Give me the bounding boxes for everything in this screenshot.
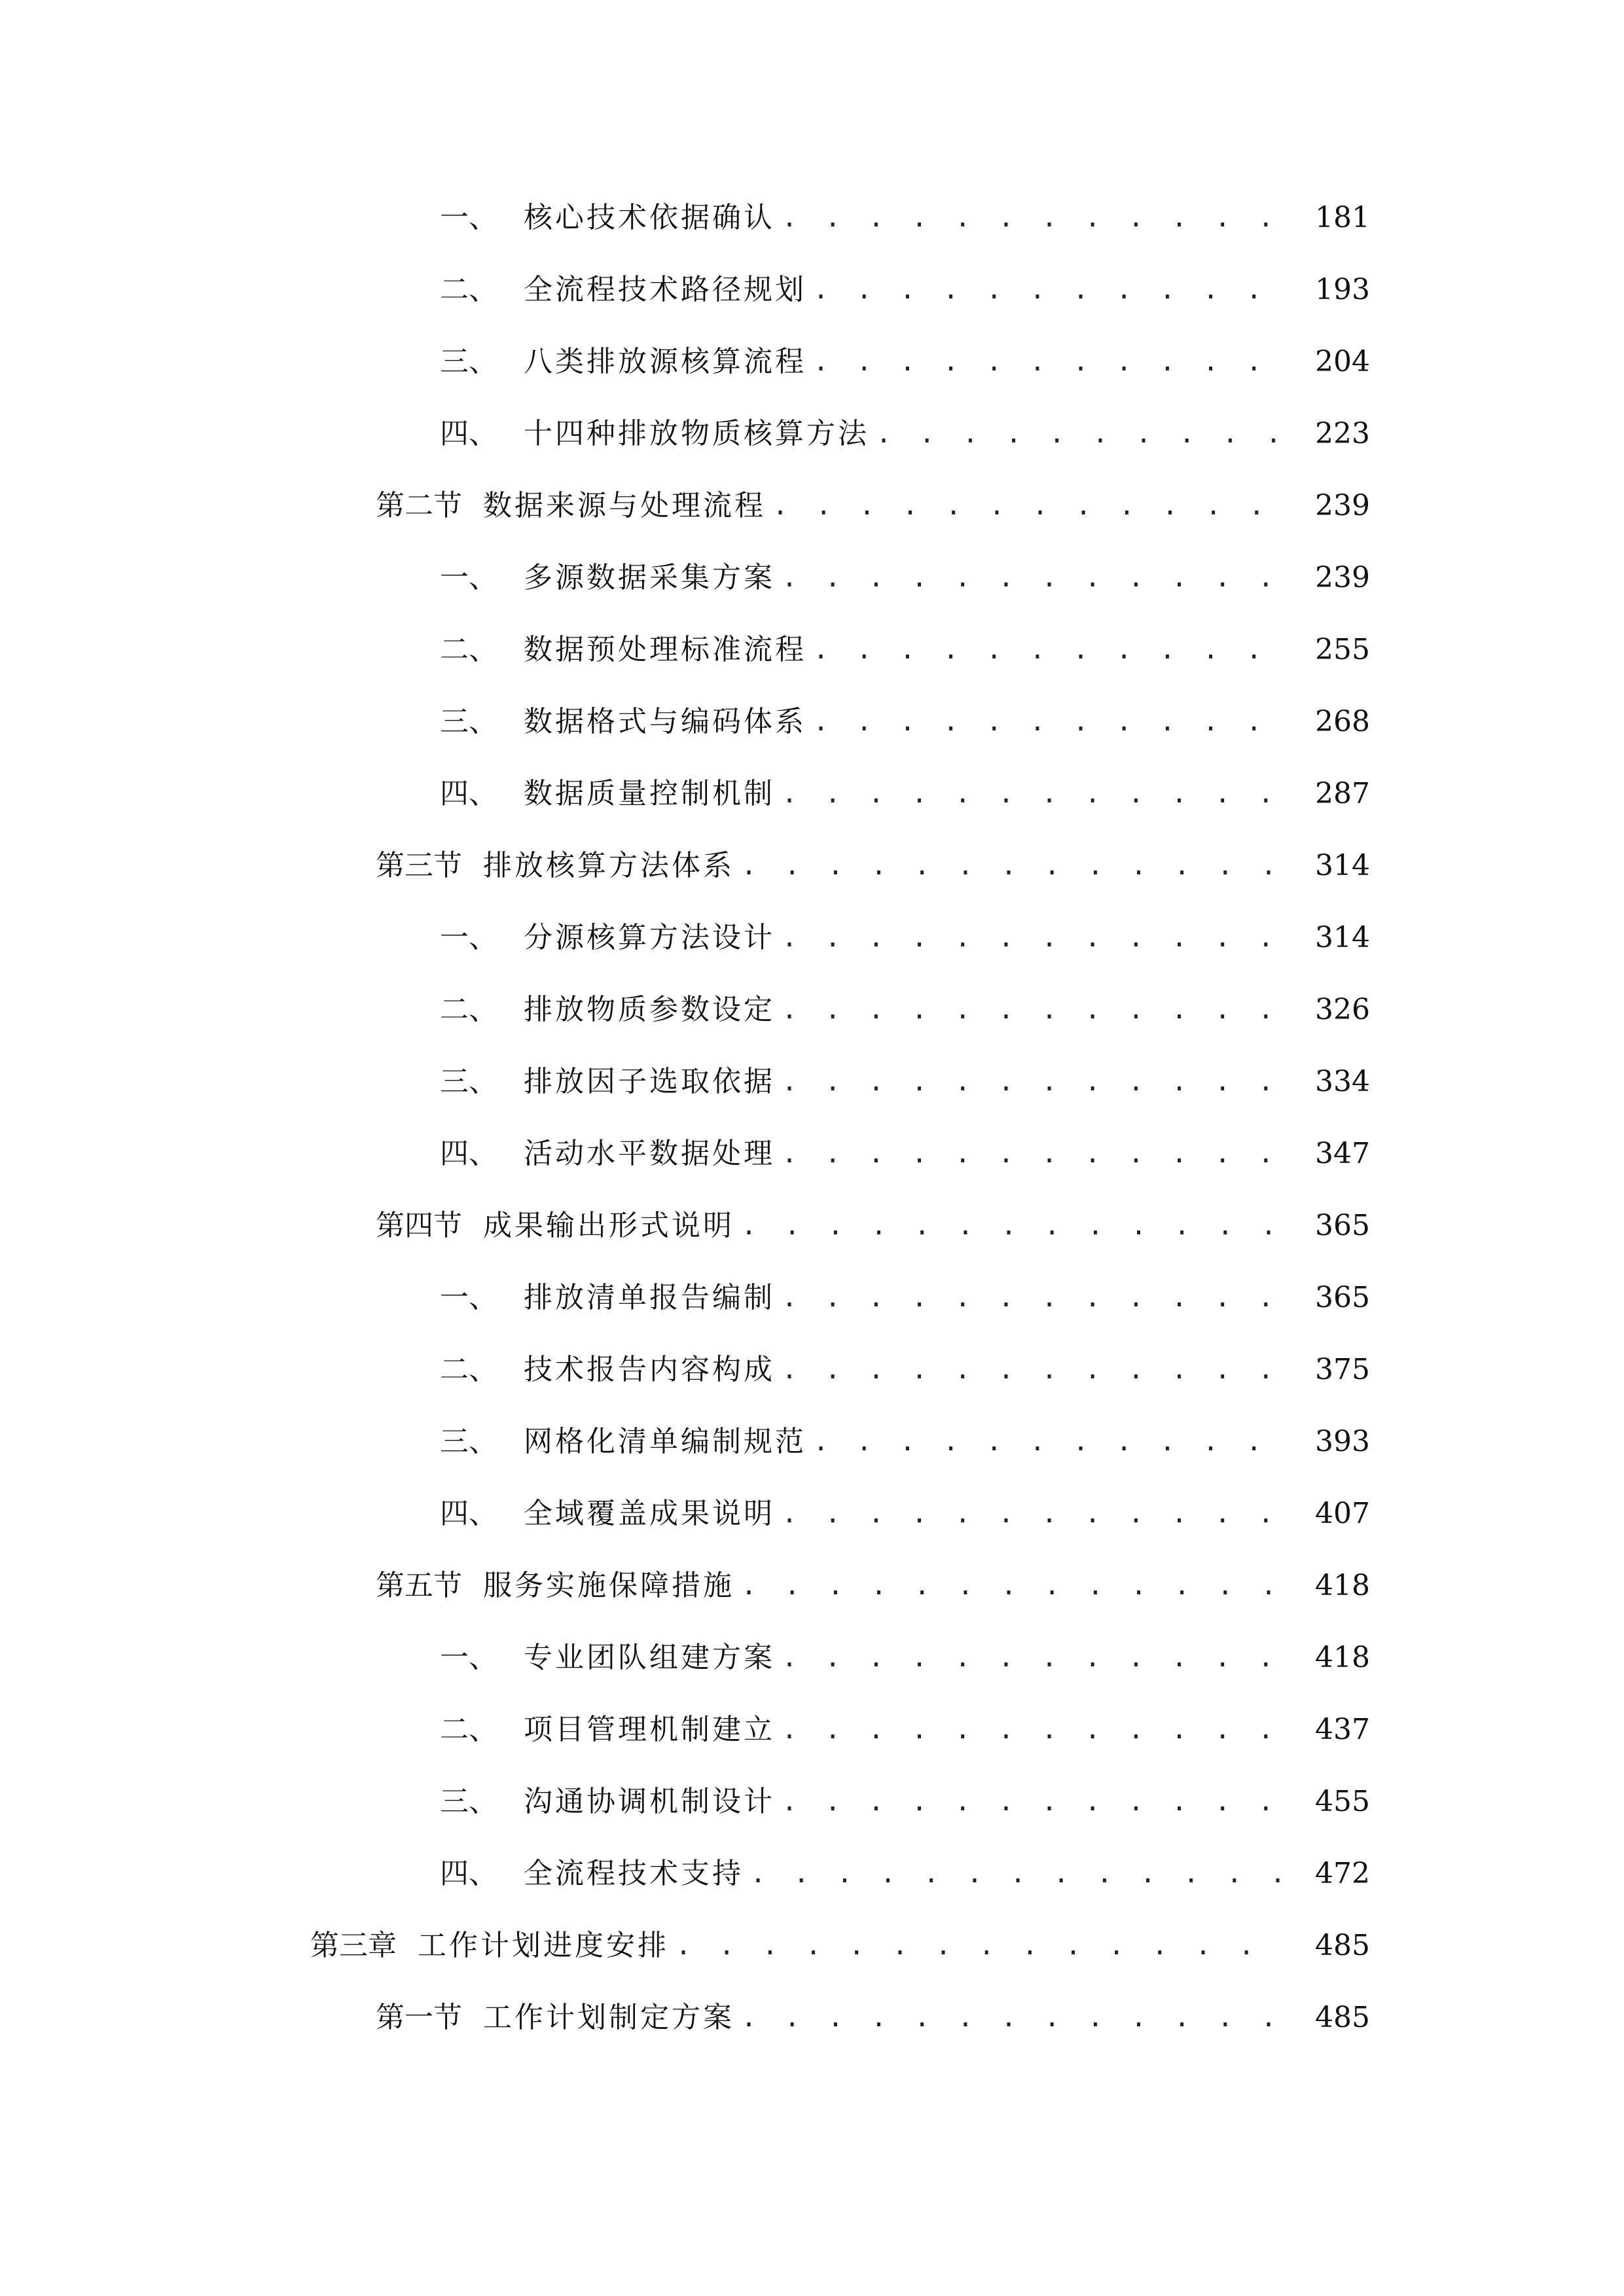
toc-entry-number: 三、 [440,1065,497,1098]
toc-dot-leader [750,1861,1288,1887]
toc-entry-page-number: 375 [1315,1353,1370,1386]
toc-entry[interactable] [0,614,1624,686]
toc-entry-page-number: 223 [1315,417,1370,450]
toc-dot-leader [876,421,1288,447]
toc-entry-page-number: 437 [1315,1713,1370,1746]
toc-entry-page-number: 239 [1315,489,1370,522]
toc-entry-number: 二、 [440,1713,497,1746]
toc-entry-title: 数据质量控制机制 [524,777,775,810]
toc-entry[interactable] [0,758,1624,830]
table-of-contents [0,182,1624,2054]
toc-entry-number: 二、 [440,1353,497,1386]
toc-entry-title: 数据预处理标准流程 [524,633,806,666]
toc-entry-title: 全域覆盖成果说明 [524,1497,775,1530]
toc-entry-title: 排放清单报告编制 [524,1281,775,1314]
toc-dot-leader [782,1717,1288,1743]
toc-dot-leader [813,277,1288,303]
toc-entry-page-number: 455 [1315,1785,1370,1818]
toc-entry[interactable] [0,1982,1624,2054]
toc-entry-page-number: 393 [1315,1425,1370,1458]
toc-entry-page-number: 314 [1315,921,1370,954]
toc-entry-page-number: 418 [1315,1569,1370,1602]
toc-entry-title: 项目管理机制建立 [524,1713,775,1746]
toc-entry-number: 一、 [440,1641,497,1674]
toc-entry[interactable] [0,974,1624,1046]
toc-entry-title: 十四种排放物质核算方法 [524,417,869,450]
toc-entry[interactable] [0,1694,1624,1766]
toc-entry[interactable] [0,470,1624,542]
toc-entry-title: 八类排放源核算流程 [524,345,806,378]
toc-entry-title: 技术报告内容构成 [524,1353,775,1386]
toc-dot-leader [813,637,1288,663]
toc-entry[interactable] [0,1406,1624,1478]
toc-entry-number: 二、 [440,993,497,1026]
toc-entry-title: 数据来源与处理流程 [483,489,766,522]
toc-entry-page-number: 193 [1315,273,1370,306]
toc-entry[interactable] [0,1118,1624,1190]
toc-entry-number: 第一节 [376,2001,462,2034]
toc-entry-page-number: 204 [1315,345,1370,378]
toc-dot-leader [782,205,1288,231]
toc-entry-page-number: 181 [1315,201,1370,234]
toc-dot-leader [741,853,1288,879]
toc-entry-page-number: 314 [1315,849,1370,882]
toc-dot-leader [741,1213,1288,1239]
toc-entry-page-number: 326 [1315,993,1370,1026]
toc-entry[interactable] [0,1262,1624,1334]
toc-dot-leader [782,1501,1288,1527]
toc-entry-title: 服务实施保障措施 [483,1569,734,1602]
toc-entry-title: 排放物质参数设定 [524,993,775,1026]
toc-entry-number: 四、 [440,417,497,450]
toc-dot-leader [782,781,1288,807]
toc-entry-number: 三、 [440,1785,497,1818]
toc-dot-leader [813,709,1288,735]
toc-entry-number: 第五节 [376,1569,462,1602]
toc-dot-leader [782,1357,1288,1383]
toc-entry[interactable] [0,1478,1624,1550]
toc-entry-title: 活动水平数据处理 [524,1137,775,1170]
toc-entry-title: 分源核算方法设计 [524,921,775,954]
toc-entry-page-number: 365 [1315,1281,1370,1314]
toc-dot-leader [782,1789,1288,1815]
toc-entry-page-number: 365 [1315,1209,1370,1242]
toc-entry[interactable] [0,1622,1624,1694]
toc-entry-title: 沟通协调机制设计 [524,1785,775,1818]
toc-entry-page-number: 347 [1315,1137,1370,1170]
toc-entry-page-number: 334 [1315,1065,1370,1098]
toc-dot-leader [741,1573,1288,1599]
toc-dot-leader [676,1933,1288,1959]
toc-entry[interactable] [0,398,1624,470]
toc-entry[interactable] [0,1046,1624,1118]
toc-entry-number: 一、 [440,201,497,234]
toc-entry[interactable] [0,254,1624,326]
toc-entry-title: 专业团队组建方案 [524,1641,775,1674]
toc-entry-number: 三、 [440,1425,497,1458]
toc-entry-number: 二、 [440,633,497,666]
toc-entry-number: 四、 [440,1857,497,1890]
toc-entry-title: 工作计划进度安排 [418,1929,669,1962]
toc-entry[interactable] [0,326,1624,398]
toc-entry-number: 三、 [440,345,497,378]
toc-entry-page-number: 485 [1315,1929,1370,1962]
toc-dot-leader [772,493,1288,519]
toc-entry-number: 四、 [440,1137,497,1170]
toc-entry[interactable] [0,1190,1624,1262]
toc-entry[interactable] [0,830,1624,902]
toc-entry-number: 第二节 [376,489,462,522]
toc-dot-leader [782,997,1288,1023]
toc-entry-title: 全流程技术支持 [524,1857,744,1890]
toc-entry-number: 四、 [440,777,497,810]
toc-entry-title: 多源数据采集方案 [524,561,775,594]
toc-entry[interactable] [0,1550,1624,1622]
toc-entry-page-number: 418 [1315,1641,1370,1674]
toc-entry[interactable] [0,1838,1624,1910]
toc-entry-page-number: 239 [1315,561,1370,594]
toc-entry[interactable] [0,182,1624,254]
toc-entry-title: 排放因子选取依据 [524,1065,775,1098]
toc-entry[interactable] [0,1766,1624,1838]
toc-entry-page-number: 287 [1315,777,1370,810]
toc-entry[interactable] [0,1334,1624,1406]
toc-entry[interactable] [0,542,1624,614]
toc-entry-number: 第四节 [376,1209,462,1242]
toc-entry-number: 第三节 [376,849,462,882]
toc-entry-number: 三、 [440,705,497,738]
toc-entry-page-number: 472 [1315,1857,1370,1890]
toc-entry-number: 二、 [440,273,497,306]
toc-dot-leader [782,1069,1288,1095]
toc-entry-title: 全流程技术路径规划 [524,273,806,306]
toc-entry-title: 成果输出形式说明 [483,1209,734,1242]
toc-entry-page-number: 268 [1315,705,1370,738]
toc-entry-page-number: 255 [1315,633,1370,666]
toc-dot-leader [782,1141,1288,1167]
toc-entry[interactable] [0,1910,1624,1982]
toc-entry-title: 核心技术依据确认 [524,201,775,234]
toc-entry-page-number: 485 [1315,2001,1370,2034]
toc-dot-leader [741,2005,1288,2031]
toc-entry-page-number: 407 [1315,1497,1370,1530]
toc-dot-leader [813,1429,1288,1455]
toc-dot-leader [782,925,1288,951]
toc-dot-leader [782,1645,1288,1671]
toc-entry[interactable] [0,686,1624,758]
toc-entry-title: 网格化清单编制规范 [524,1425,806,1458]
toc-entry-number: 一、 [440,921,497,954]
toc-entry-number: 一、 [440,561,497,594]
toc-entry-title: 数据格式与编码体系 [524,705,806,738]
toc-entry-number: 一、 [440,1281,497,1314]
toc-entry-title: 排放核算方法体系 [483,849,734,882]
toc-dot-leader [813,349,1288,375]
toc-entry[interactable] [0,902,1624,974]
toc-entry-number: 四、 [440,1497,497,1530]
toc-dot-leader [782,1285,1288,1311]
toc-entry-number: 第三章 [310,1929,397,1962]
toc-dot-leader [782,565,1288,591]
toc-entry-title: 工作计划制定方案 [483,2001,734,2034]
